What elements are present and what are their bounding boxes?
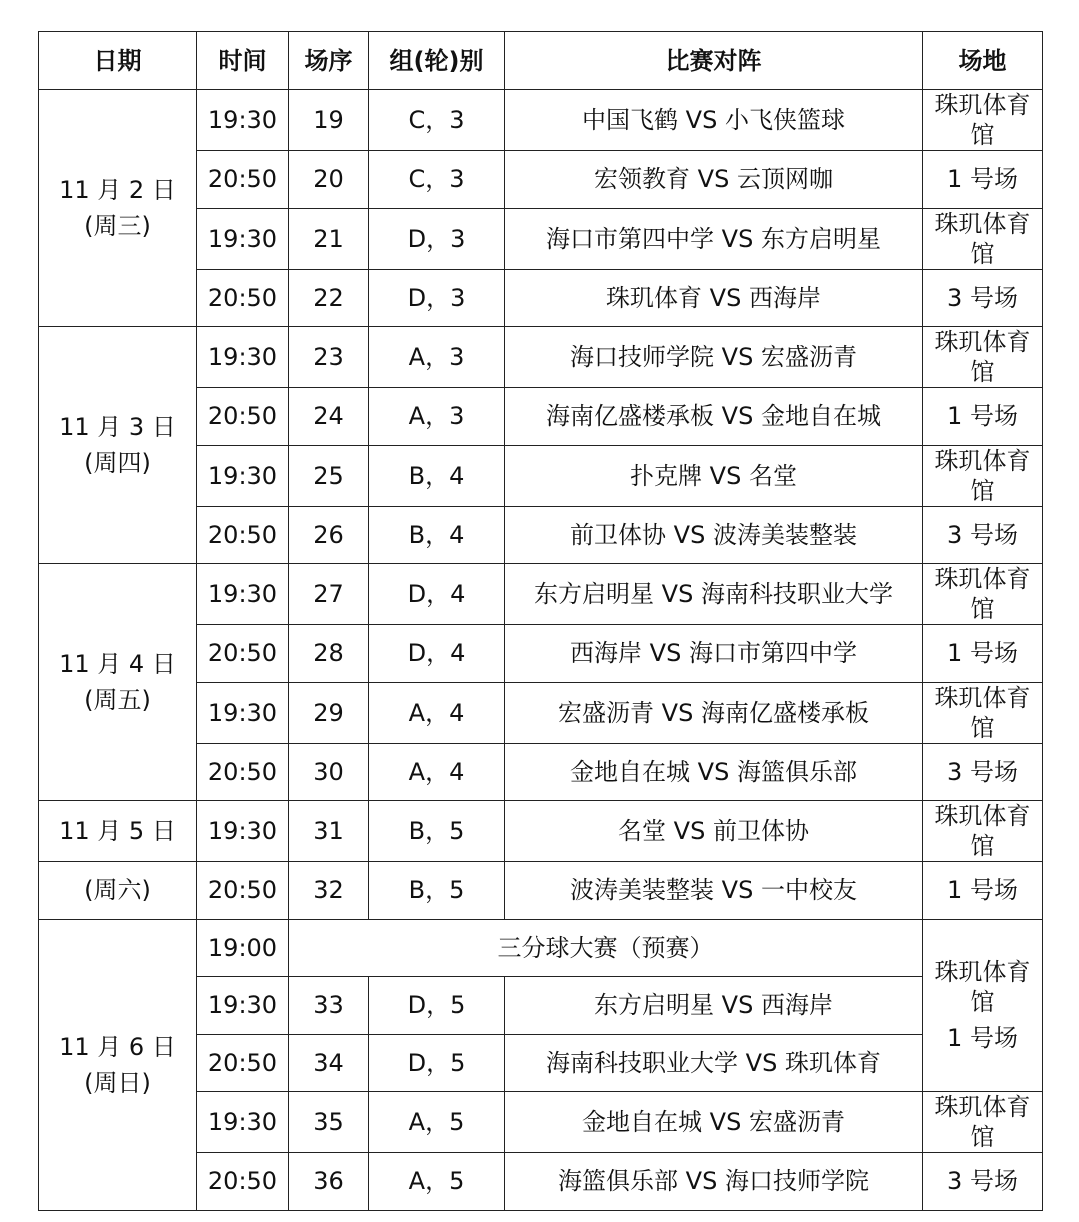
match-no-cell: 25 [289, 445, 369, 506]
match-no-cell: 31 [289, 801, 369, 862]
match-no-cell: 30 [289, 743, 369, 801]
schedule-table [38, 31, 1043, 1211]
match-no-cell: 19 [289, 90, 369, 151]
group-cell: A，5 [369, 1092, 505, 1153]
match-no-cell: 21 [289, 208, 369, 269]
header-venue: 场地 [923, 32, 1043, 90]
court-cell: 3 号场 [923, 1153, 1043, 1211]
matchup-cell: 海南亿盛楼承板 VS 金地自在城 [505, 388, 923, 446]
matchup-cell: 海口技师学院 VS 宏盛沥青 [505, 327, 923, 388]
match-no-cell: 36 [289, 1153, 369, 1211]
weekday-text: (周四) [84, 449, 151, 477]
venue-name-cell: 珠玑体育馆 [923, 327, 1043, 388]
date-text: 11 月 2 日 [59, 176, 176, 204]
match-no-cell: 27 [289, 564, 369, 625]
time-cell: 19:00 [197, 919, 289, 977]
match-no-cell: 35 [289, 1092, 369, 1153]
group-cell: A，3 [369, 327, 505, 388]
table-row [39, 90, 1043, 151]
date-cell: 11 月 5 日 [39, 801, 197, 862]
table-row [39, 801, 1043, 862]
table-row [39, 564, 1043, 625]
court-text: 1 号场 [947, 1024, 1018, 1053]
venue-name-cell: 珠玑体育馆 [923, 1092, 1043, 1153]
venue-name-cell: 珠玑体育馆 [923, 90, 1043, 151]
match-no-cell: 22 [289, 269, 369, 327]
match-no-cell: 28 [289, 625, 369, 683]
matchup-cell: 宏盛沥青 VS 海南亿盛楼承板 [505, 682, 923, 743]
time-cell: 19:30 [197, 445, 289, 506]
venue-cell [923, 919, 1043, 1092]
venue-name-cell: 珠玑体育馆 [923, 801, 1043, 862]
header-date: 日期 [39, 32, 197, 90]
time-cell: 20:50 [197, 269, 289, 327]
time-cell: 20:50 [197, 506, 289, 564]
matchup-cell: 金地自在城 VS 宏盛沥青 [505, 1092, 923, 1153]
group-cell: D，5 [369, 1034, 505, 1092]
time-cell: 20:50 [197, 151, 289, 209]
matchup-cell: 名堂 VS 前卫体协 [505, 801, 923, 862]
time-cell: 19:30 [197, 977, 289, 1035]
group-cell: B，5 [369, 801, 505, 862]
header-match-no: 场序 [289, 32, 369, 90]
matchup-cell: 珠玑体育 VS 西海岸 [505, 269, 923, 327]
match-no-cell: 20 [289, 151, 369, 209]
date-text: 11 月 6 日 [59, 1032, 176, 1061]
group-cell: D，4 [369, 564, 505, 625]
match-no-cell: 24 [289, 388, 369, 446]
table-row [39, 862, 1043, 920]
date-cell [39, 564, 197, 801]
group-cell: A，3 [369, 388, 505, 446]
court-cell: 3 号场 [923, 743, 1043, 801]
court-cell: 3 号场 [923, 269, 1043, 327]
header-matchup: 比赛对阵 [505, 32, 923, 90]
match-no-cell: 29 [289, 682, 369, 743]
group-cell: C，3 [369, 151, 505, 209]
match-no-cell: 34 [289, 1034, 369, 1092]
venue-name-cell: 珠玑体育馆 [923, 208, 1043, 269]
time-cell: 20:50 [197, 743, 289, 801]
group-cell: D，5 [369, 977, 505, 1035]
matchup-cell: 海口市第四中学 VS 东方启明星 [505, 208, 923, 269]
group-cell: A，5 [369, 1153, 505, 1211]
time-cell: 20:50 [197, 388, 289, 446]
time-cell: 19:30 [197, 682, 289, 743]
three-point-contest-cell: 三分球大赛（预赛） [289, 919, 923, 977]
time-cell: 19:30 [197, 327, 289, 388]
group-cell: A，4 [369, 682, 505, 743]
weekday-text: (周五) [84, 686, 151, 714]
table-row [39, 919, 1043, 977]
matchup-cell: 海篮俱乐部 VS 海口技师学院 [505, 1153, 923, 1211]
matchup-cell: 东方启明星 VS 西海岸 [505, 977, 923, 1035]
venue-name-cell: 珠玑体育馆 [923, 682, 1043, 743]
group-cell: B，5 [369, 862, 505, 920]
group-cell: C，3 [369, 90, 505, 151]
matchup-cell: 前卫体协 VS 波涛美装整装 [505, 506, 923, 564]
time-cell: 19:30 [197, 208, 289, 269]
date-text: 11 月 3 日 [59, 413, 176, 441]
time-cell: 20:50 [197, 862, 289, 920]
court-cell: 1 号场 [923, 151, 1043, 209]
header-time: 时间 [197, 32, 289, 90]
group-cell: D，3 [369, 269, 505, 327]
date-cell [39, 327, 197, 564]
matchup-cell: 波涛美装整装 VS 一中校友 [505, 862, 923, 920]
time-cell: 20:50 [197, 1034, 289, 1092]
time-cell: 19:30 [197, 801, 289, 862]
match-no-cell: 32 [289, 862, 369, 920]
time-cell: 20:50 [197, 625, 289, 683]
date-text: 11 月 4 日 [59, 650, 176, 678]
court-cell: 1 号场 [923, 388, 1043, 446]
table-row [39, 327, 1043, 388]
group-cell: B，4 [369, 445, 505, 506]
venue-name-text: 珠玑体育馆 [934, 958, 1031, 1017]
time-cell: 20:50 [197, 1153, 289, 1211]
group-cell: D，3 [369, 208, 505, 269]
match-no-cell: 23 [289, 327, 369, 388]
time-cell: 19:30 [197, 564, 289, 625]
match-no-cell: 33 [289, 977, 369, 1035]
weekday-cell: (周六) [39, 862, 197, 920]
venue-name-cell: 珠玑体育馆 [923, 564, 1043, 625]
weekday-text: (周日) [84, 1068, 151, 1097]
matchup-cell: 海南科技职业大学 VS 珠玑体育 [505, 1034, 923, 1092]
venue-name-cell: 珠玑体育馆 [923, 445, 1043, 506]
matchup-cell: 西海岸 VS 海口市第四中学 [505, 625, 923, 683]
court-cell: 1 号场 [923, 862, 1043, 920]
court-cell: 1 号场 [923, 625, 1043, 683]
matchup-cell: 金地自在城 VS 海篮俱乐部 [505, 743, 923, 801]
header-row [39, 32, 1043, 90]
matchup-cell: 扑克牌 VS 名堂 [505, 445, 923, 506]
time-cell: 19:30 [197, 1092, 289, 1153]
group-cell: D，4 [369, 625, 505, 683]
court-cell: 3 号场 [923, 506, 1043, 564]
matchup-cell: 东方启明星 VS 海南科技职业大学 [505, 564, 923, 625]
match-no-cell: 26 [289, 506, 369, 564]
group-cell: B，4 [369, 506, 505, 564]
matchup-cell: 中国飞鹤 VS 小飞侠篮球 [505, 90, 923, 151]
time-cell: 19:30 [197, 90, 289, 151]
header-group: 组(轮)别 [369, 32, 505, 90]
date-cell [39, 919, 197, 1210]
date-cell [39, 90, 197, 327]
matchup-cell: 宏领教育 VS 云顶网咖 [505, 151, 923, 209]
weekday-text: (周三) [84, 212, 151, 240]
group-cell: A，4 [369, 743, 505, 801]
